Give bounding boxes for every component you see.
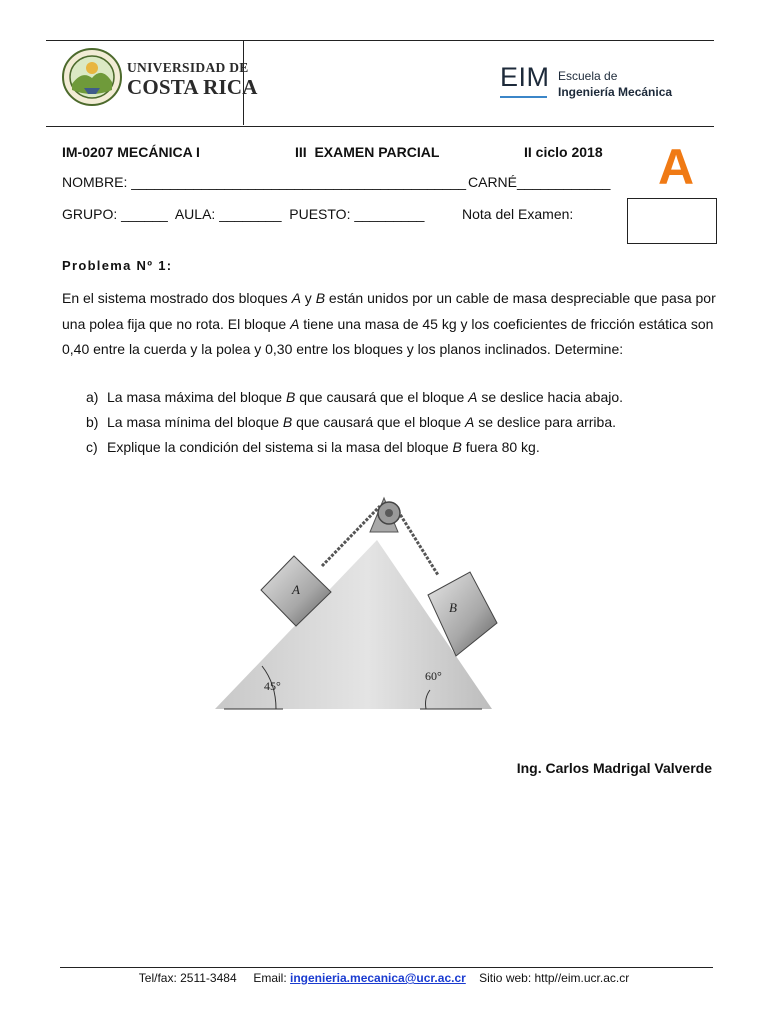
- block-a-label: A: [292, 582, 300, 597]
- question-item: b) La masa mínima del bloque B que causará que el bloque A se deslice para arriba.: [86, 414, 617, 430]
- school-name-line1: Escuela de: [558, 69, 618, 83]
- problem-title: Problema Nº 1:: [62, 258, 173, 273]
- footer-rule: [60, 967, 713, 968]
- footer-email-link[interactable]: ingenieria.mecanica@ucr.ac.cr: [290, 971, 466, 985]
- author-signature: Ing. Carlos Madrigal Valverde: [516, 760, 712, 776]
- exam-title: III EXAMEN PARCIAL: [295, 144, 440, 160]
- name-field[interactable]: NOMBRE: ___________________________________________: [62, 174, 467, 190]
- pulley-hub: [385, 509, 393, 517]
- footer-website: Sitio web: http//eim.ucr.ac.cr: [479, 971, 630, 985]
- question-item: a) La masa máxima del bloque B que causará que el bloque A se deslice hacia abajo.: [86, 389, 624, 405]
- angle-label-left: 45°: [264, 679, 281, 693]
- course-code: IM-0207 MECÁNICA I: [62, 144, 200, 160]
- exam-version-letter: A: [658, 139, 695, 195]
- pulley-inclined-planes-figure: [210, 490, 500, 721]
- university-seal-icon: [62, 48, 122, 111]
- university-name: [127, 61, 258, 98]
- university-name-line1: UNIVERSIDAD DE: [127, 60, 249, 75]
- group-room-seat-fields[interactable]: GRUPO: ______ AULA: ________ PUESTO: _________: [62, 206, 425, 222]
- question-list: [86, 385, 623, 460]
- school-name-line2: Ingeniería Mecánica: [558, 85, 673, 100]
- exam-cycle: II ciclo 2018: [524, 144, 603, 160]
- problem-statement: En el sistema mostrado dos bloques A y B están unidos por un cable de masa despreciable que pasa por una polea fija que no rota. El bloque A tiene una masa de 45 kg y los coeficientes de fricción estática son 0,40 entre la cuerda y la polea y 0,30 entre los bloques y los planos inclinados. Determine:: [62, 290, 716, 357]
- question-item: c) Explique la condición del sistema si la masa del bloque B fuera 80 kg.: [86, 439, 540, 455]
- grade-label: Nota del Examen:: [462, 206, 574, 222]
- footer-tel: Tel/fax: 2511-3484: [138, 971, 237, 985]
- carne-field[interactable]: CARNÉ____________: [468, 174, 611, 190]
- eim-logo-text: EIM: [500, 62, 550, 92]
- eim-logo-underline: [500, 96, 547, 98]
- angle-label-right: 60°: [425, 669, 442, 683]
- footer: [0, 971, 768, 985]
- grade-box[interactable]: [627, 198, 717, 244]
- rope-to-b: [398, 511, 438, 575]
- block-b-label: B: [449, 600, 457, 615]
- school-name: [558, 68, 672, 100]
- university-name-line2: COSTA RICA: [127, 74, 258, 99]
- footer-email-label: Email:: [253, 971, 287, 985]
